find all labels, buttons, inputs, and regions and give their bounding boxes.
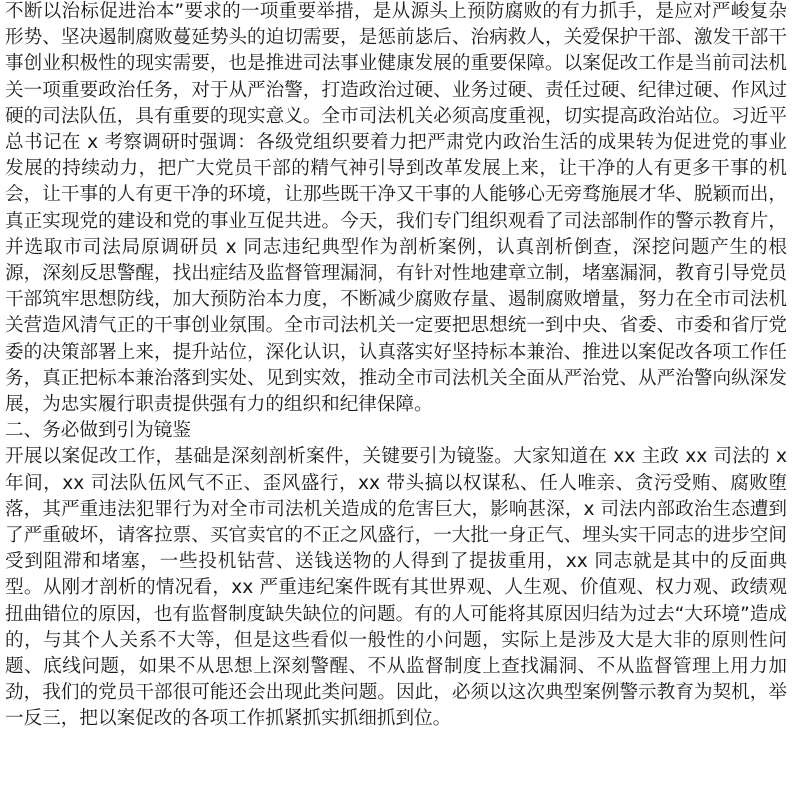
document-body: [5, 0, 787, 733]
paragraph-importance: 不断以治标促进治本”要求的一项重要举措，是从源头上预防腐败的有力抓手，是应对严峻复杂形势、坚决遏制腐败蔓延势头的迫切需要，是惩前毖后、治病救人，关爱保护干部、激发干部干事创业积极性的现实需要，也是推进司法事业健康发展的重要保障。以案促改工作是当前司法机关一项重要政治任务，对于从严治警，打造政治过硬、业务过硬、责任过硬、纪律过硬、作风过硬的司法队伍，具有重要的现实意义。全市司法机关必须高度重视，切实提高政治站位。习近平总书记在 x 考察调研时强调：各级党组织要着力把严肃党内政治生活的成果转为促进党的事业发展的持续动力，把广大党员干部的精气神引导到改革发展上来，让干净的人有更多干事的机会，让干事的人有更干净的环境，让那些既干净又干事的人能够心无旁骛施展才华、脱颖而出，真正实现党的建设和党的事业互促共进。今天，我们专门组织观看了司法部制作的警示教育片，并选取市司法局原调研员 x 同志违纪典型作为剖析案例，认真剖析倒查，深挖问题产生的根源，深刻反思警醒，找出症结及监督管理漏洞，有针对性地建章立制，堵塞漏洞，教育引导党员干部筑牢思想防线，加大预防治本力度，不断减少腐败存量、遏制腐败增量，努力在全市司法机关营造风清气正的干事创业氛围。全市司法机关一定要把思想统一到中央、省委、市委和省厅党委的决策部署上来，提升站位，深化认识，认真落实好坚持标本兼治、推进以案促改各项工作任务，真正把标本兼治落到实处、见到实效，推动全市司法机关全面从严治党、从严治警向纵深发展，为忠实履行职责提供强有力的组织和纪律保障。: [5, 1, 787, 416]
section-heading-2: 二、务必做到引为镜鉴: [5, 420, 191, 442]
paragraph-case-lessons: 开展以案促改工作，基础是深刻剖析案件，关键要引为镜鉴。大家知道在 xx 主政 xx 司法的 x 年间，xx 司法队伍风气不正、歪风盛行，xx 带头搞以权谋私、任人唯亲、贪污受贿、腐败堕落，其严重违法犯罪行为对全市司法机关造成的危害巨大，影响甚深，x 司法内部政治生态遭到了严重破坏，请客拉票、买官卖官的不正之风盛行，一大批一身正气、埋头实干同志的进步空间受到阻滞和堵塞，一些投机钻营、送钱送物的人得到了提拔重用，xx 同志就是其中的反面典型。从刚才剖析的情况看，xx 严重违纪案件既有其世界观、人生观、价值观、权力观、政绩观扭曲错位的原因，也有监督制度缺失缺位的问题。有的人可能将其原因归结为过去“大环境”造成的，与其个人关系不大等，但是这些看似一般性的小问题，实际上是涉及大是大非的原则性问题、底线问题，如果不从思想上深刻警醒、不从监督制度上查找漏洞、不从监督管理上用力加劲，我们的党员干部很可能还会出现此类问题。因此，必须以这次典型案例警示教育为契机，举一反三，把以案促改的各项工作抓紧抓实抓细抓到位。: [5, 446, 787, 730]
